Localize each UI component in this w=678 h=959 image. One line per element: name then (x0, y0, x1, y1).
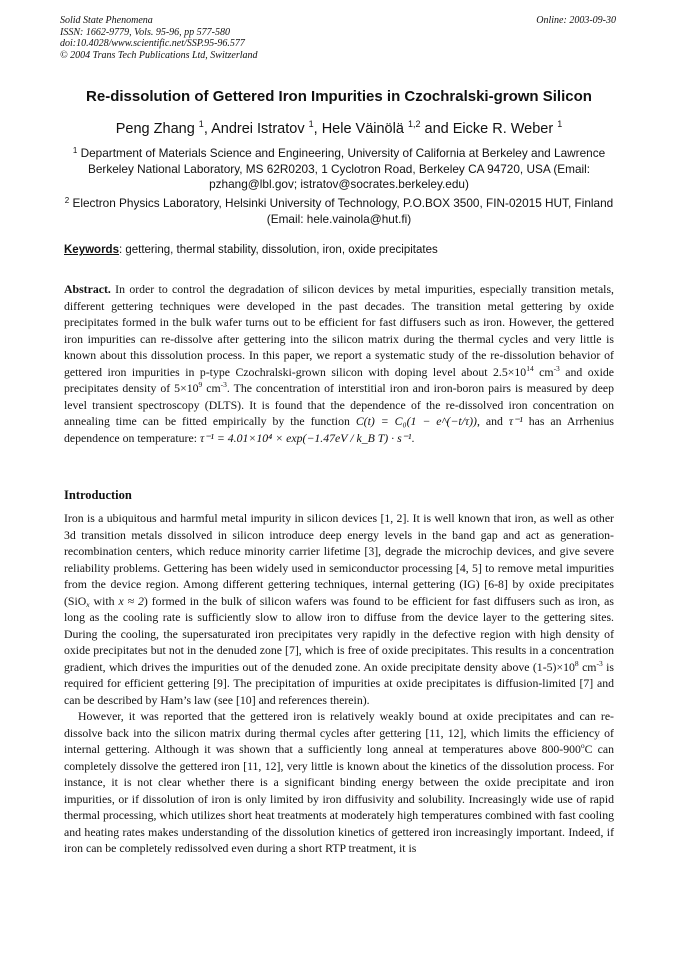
affiliation-text: Electron Physics Laboratory, Helsinki University of Technology, P.O.BOX 3500, FIN-02015 HUT, Finland (Email: hele.vainola@hut.fi) (72, 196, 614, 226)
journal-header (60, 15, 616, 61)
superscript: 9 (198, 380, 203, 389)
intro-text: C can completely dissolve the gettered iron [11, 12], very little is known about the kinetics of the dissolution process. For instance, it is not clear whether there is a significant binding energy between the oxide precipitate and iron impurities, or if dissolution of iron is only limited by iron diffusivity and solubility. Increasingly wide use of rapid thermal processing, which utilizes short heat treatments at moderately high temperatures combined with fast cooling and heating rates makes understanding of the dissolution kinetics of gettered iron increasingly important. Indeed, if iron can be completely redissolved even during a short RTP treatment, it is (64, 742, 614, 855)
equation-arrhenius: τ⁻¹ = 4.01×10⁴ × exp(−1.47eV / k_B T) · s⁻¹ (199, 430, 412, 445)
affiliation-2 (62, 193, 616, 227)
abstract-text: cm (533, 364, 554, 379)
intro-text: Iron is a ubiquitous and harmful metal impurity in silicon devices [1, 2]. It is well known that iron, as well as other 3d transition metals dissolved in silicon introduce deep energy levels in the band gap and act as generation-recombination centers, which reduce minority carrier lifetime [3], degrade the microchip devices, and give severe reliability problems. Gettering has been widely used in semiconductor processing [4, 5] to remove metal impurities from the device region. Among different gettering techniques, internal gettering (IG) [6-8] by oxide precipitates (SiO (64, 511, 614, 608)
abstract-text: has an Arrhenius dependence on temperature: (64, 414, 614, 445)
abstract-paragraph (64, 281, 614, 446)
inline-math: x ≈ 2 (118, 593, 144, 608)
author-affiliation-mark: 1 (308, 119, 314, 129)
affiliation-1 (62, 143, 616, 193)
affiliation-text: Department of Materials Science and Engineering, University of California at Berkeley and Lawrence Berkeley National Laboratory, MS 62R0203, 1 Cyclotron Road, Berkeley CA 94720, USA (Email: pzhang@lbl.gov; istratov@socrates.berkeley.edu) (80, 146, 606, 191)
abstract (64, 281, 614, 446)
affiliation-mark: 2 (64, 196, 70, 205)
paper-title: Re-dissolution of Gettered Iron Impurities in Czochralski-grown Silicon (86, 88, 592, 105)
subscript: x (86, 599, 90, 609)
intro-text: However, it was reported that the gettered iron is relatively weakly bound at oxide precipitates and can re-dissolve back into the silicon matrix during thermal cycles after gettering [11, 12], which limits the efficiency of internal gettering. Although it was shown that a sufficiently long anneal at temperatures above 800-900 (64, 709, 614, 756)
section-heading-introduction: Introduction (64, 488, 132, 502)
intro-text: with (89, 593, 119, 608)
keywords (64, 244, 616, 256)
author-separator: , (203, 121, 208, 137)
doi[interactable]: doi:10.4028/www.scientific.net/SSP.95-96.577 (60, 38, 245, 50)
author-name: Andrei Istratov (211, 121, 305, 137)
author-conjunction: and (424, 121, 449, 137)
superscript: 14 (526, 363, 534, 373)
equation-dissolution-fit: C(t) = C₀(1 − e^(−t/τ)) (355, 414, 477, 428)
introduction-body (64, 510, 614, 857)
superscript: 8 (574, 658, 579, 668)
intro-text: is required for efficient gettering [9]. The precipitation of impurities at oxide precipitates is diffusion-limited [7] and can be described by Ham’s law (see [10] and references therein). (64, 659, 614, 707)
copyright: © 2004 Trans Tech Publications Ltd, Switzerland (60, 49, 258, 61)
intro-paragraph-2 (64, 708, 614, 857)
superscript: -3 (220, 380, 227, 389)
superscript: o (580, 741, 585, 750)
abstract-text: . The concentration of interstitial iron and iron-boron pairs is measured by deep level transient spectroscopy (DLTS). It is found that the dependence of the re-dissolved iron concentration on annealing time can be fitted empirically by the function (64, 381, 614, 428)
abstract-text: cm (202, 381, 221, 395)
intro-text: cm (578, 659, 597, 674)
intro-paragraph-1 (64, 510, 614, 708)
affiliation-mark: 1 (72, 146, 78, 155)
abstract-label: Abstract. (64, 282, 111, 296)
superscript: -3 (553, 363, 560, 373)
abstract-text: In order to control the degradation of silicon devices by metal impurities, especially transition metals, different gettering techniques were developed in the past decades. The transition metal gettering by oxide precipitates formed in the bulk wafer turns out to be efficient for fast diffusers such as iron. However, the gettered iron impurities can re-dissolve after gettering into the silicon matrix during the thermal cycles and very little is known about this dissolution process. In this paper, we report a systematic study of the re-dissolution behavior of gettered iron impurities in p-type Czochralski-grown silicon with doping level about 2.5×10 (64, 282, 614, 379)
author-name: Hele Väinölä (321, 121, 404, 137)
keywords-label: Keywords (64, 244, 119, 256)
abstract-text: , and (476, 414, 509, 428)
superscript: -3 (596, 658, 603, 668)
author-separator: , (313, 121, 318, 137)
author-name: Eicke R. Weber (452, 121, 554, 137)
intro-text: ) formed in the bulk of silicon wafers was found to be efficient for fast diffusers such as iron, as long as the cooling rate is sufficiently slow to allow iron to diffuse from the device layer to the gettering sites. During the cooling, the supersaturated iron precipitates very rapidly in the defective region with high density of oxide precipitates but not in the denuded zone [7], which is free of oxide precipitates. This results in a concentration gradient, which drives the impurities out of the denuded zone. An oxide precipitate density above (1-5)×10 (64, 593, 614, 674)
author-affiliation-mark: 1 (198, 119, 204, 129)
online-date: Online: 2003-09-30 (536, 15, 616, 26)
issn: ISSN: 1662-9779, Vols. 95-96, pp 577-580 (60, 26, 230, 38)
symbol-tau-inverse: τ⁻¹ (508, 414, 523, 428)
keywords-text: : gettering, thermal stability, dissolution, iron, oxide precipitates (118, 244, 438, 256)
abstract-text: . (411, 430, 415, 445)
author-list (30, 119, 648, 137)
author-name: Peng Zhang (115, 121, 195, 137)
abstract-text: and oxide precipitates density of 5×10 (64, 364, 614, 395)
author-affiliation-mark: 1 (557, 119, 563, 129)
author-affiliation-mark: 1,2 (407, 119, 421, 129)
journal-name: Solid State Phenomena (60, 15, 153, 26)
